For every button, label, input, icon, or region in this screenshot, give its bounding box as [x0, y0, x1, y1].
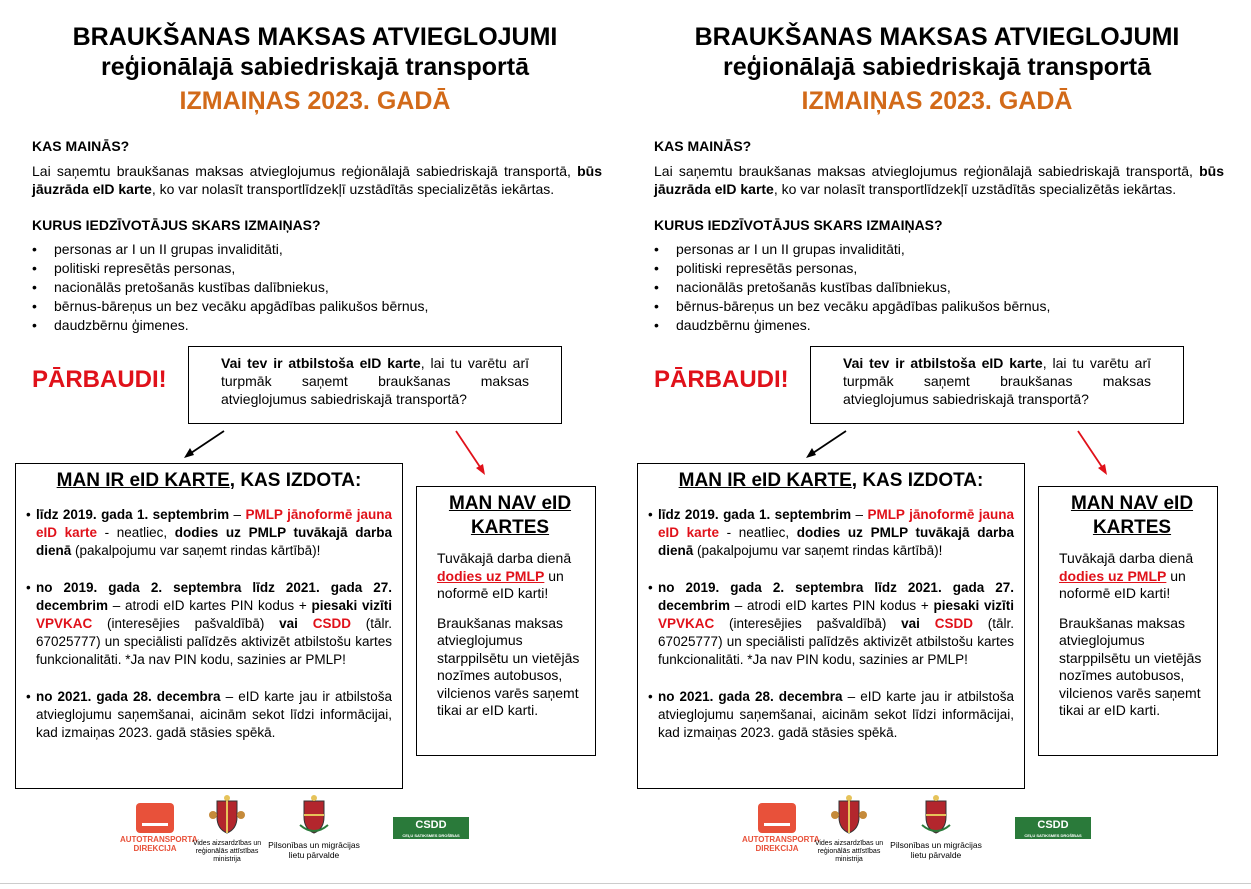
list-item: • bērnus-bāreņus un bez vecāku apgādības palikušos bērnus, — [32, 297, 428, 316]
check-label: PĀRBAUDI! — [654, 366, 789, 393]
have-eid-box — [15, 463, 403, 789]
title-line-2: reģionālajā sabiedriskajā transportā — [101, 53, 529, 81]
list-item: • līdz 2019. gada 1. septembrim – PMLP jānoformē jauna eID karte - neatliec, dodies uz PMLP tuvākajā darba dienā (pakalpojumu var saņemt rindas kārtībā)! — [648, 506, 1014, 560]
atd-logo: AUTOTRANSPORTA DIREKCIJA — [742, 803, 812, 853]
coat-of-arms-icon — [296, 795, 332, 835]
list-item: • politiski represētās personas, — [32, 259, 428, 278]
logo-row — [622, 795, 1242, 865]
list-item: • daudzbērnu ģimenes. — [654, 316, 1050, 335]
what-changes-text: Lai saņemtu braukšanas maksas atvieglojumus reģionālajā sabiedriskajā transportā, būs jāuzrāda eID karte, ko var nolasīt transportlīdzekļī uzstādītās specializētās iekārtas. — [654, 163, 1224, 197]
list-item: • nacionālās pretošanās kustības dalībniekus, — [32, 278, 428, 297]
list-item: • no 2019. gada 2. septembra līdz 2021. gada 27. decembrim – atrodi eID kartes PIN kodus + piesaki vizīti VPVKAC (interesējies pašvaldībā) vai CSDD (tālr. 67025777) un speciālisti palīdzēs aktivizēt atbilstošu kartes funkcionalitāti. *Ja nav PIN kodu, sazinies ar PMLP! — [26, 579, 392, 669]
no-eid-text: Tuvākajā darba dienā dodies uz PMLP un noformē eID karti! — [437, 550, 572, 601]
no-eid-heading: MAN NAV eID KARTES — [448, 493, 572, 538]
coat-of-arms-icon — [918, 795, 954, 835]
csdd-logo: CSDD CEĻU SATIKSMES DROŠĪBAS DIREKCIJA — [1015, 817, 1095, 839]
arrow-left-icon — [802, 428, 852, 460]
list-item: • no 2021. gada 28. decembra – eID karte jau ir atbilstoša atvieglojumu saņemšanai, aicinām sekot līdzi informācijai, kad izmaiņas 2023. gadā stāsies spēkā. — [648, 688, 1014, 742]
what-changes-text: Lai saņemtu braukšanas maksas atvieglojumus reģionālajā sabiedriskajā transportā, būs jāuzrāda eID karte, ko var nolasīt transportlīdzekļī uzstādītās specializētās iekārtas. — [32, 163, 602, 197]
have-eid-box — [637, 463, 1025, 789]
list-item: • personas ar I un II grupas invaliditāti, — [32, 240, 428, 259]
coat-of-arms-icon — [209, 795, 245, 835]
title-line-1: BRAUKŠANAS MAKSAS ATVIEGLOJUMI — [694, 23, 1180, 51]
no-eid-note: Braukšanas maksas atvieglojumus starppilsētu un vietējās nozīmes autobusos, vilcienos varēs saņemt tikai ar eID karti. — [1059, 614, 1202, 718]
csdd-logo: CSDD CEĻU SATIKSMES DROŠĪBAS DIREKCIJA — [393, 817, 473, 839]
arrow-left-icon — [180, 428, 230, 460]
list-item: • no 2019. gada 2. septembra līdz 2021. gada 27. decembrim – atrodi eID kartes PIN kodus + piesaki vizīti VPVKAC (interesējies pašvaldībā) vai CSDD (tālr. 67025777) un speciālisti palīdzēs aktivizēt atbilstošu kartes funkcionalitāti. *Ja nav PIN kodu, sazinies ar PMLP! — [648, 579, 1014, 669]
list-item: • daudzbērnu ģimenes. — [32, 316, 428, 335]
atd-logo: AUTOTRANSPORTA DIREKCIJA — [120, 803, 190, 853]
pmlp-link[interactable]: dodies uz PMLP — [1059, 567, 1167, 584]
list-item: • personas ar I un II grupas invaliditāti, — [654, 240, 1050, 259]
no-eid-note: Braukšanas maksas atvieglojumus starppilsētu un vietējās nozīmes autobusos, vilcienos varēs saņemt tikai ar eID karti. — [437, 614, 580, 718]
title-line-3: IZMAIŅAS 2023. GADĀ — [179, 87, 451, 115]
title-line-2: reģionālajā sabiedriskajā transportā — [723, 53, 1151, 81]
bus-icon — [136, 803, 174, 833]
who-heading: KURUS IEDZĪVOTĀJUS SKARS IZMAIŅAS? — [32, 217, 321, 233]
no-eid-box — [1038, 486, 1218, 756]
list-item: • līdz 2019. gada 1. septembrim – PMLP jānoformē jauna eID karte - neatliec, dodies uz PMLP tuvākajā darba dienā (pakalpojumu var saņemt rindas kārtībā)! — [26, 506, 392, 560]
logo-row — [0, 795, 620, 865]
who-heading: KURUS IEDZĪVOTĀJUS SKARS IZMAIŅAS? — [654, 217, 943, 233]
pmlp-link[interactable]: dodies uz PMLP — [437, 567, 545, 584]
no-eid-box — [416, 486, 596, 756]
what-changes-heading: KAS MAINĀS? — [32, 138, 130, 154]
bus-icon — [758, 803, 796, 833]
question-box: Vai tev ir atbilstoša eID karte, lai tu varētu arī turpmāk saņemt braukšanas maksas atvieglojumus sabiedriskajā transportā? — [810, 346, 1184, 424]
have-eid-heading: MAN IR eID KARTE, KAS IZDOTA: — [678, 470, 984, 491]
title-line-1: BRAUKŠANAS MAKSAS ATVIEGLOJUMI — [72, 23, 558, 51]
flyer-page-right — [622, 0, 1242, 889]
check-label: PĀRBAUDI! — [32, 366, 167, 393]
groups-list — [654, 240, 1050, 335]
varam-logo: Vides aizsardzības un reģionālās attīstības ministrija — [192, 795, 262, 864]
list-item: • politiski represētās personas, — [654, 259, 1050, 278]
title-line-3: IZMAIŅAS 2023. GADĀ — [801, 87, 1073, 115]
question-box: Vai tev ir atbilstoša eID karte, lai tu varētu arī turpmāk saņemt braukšanas maksas atvieglojumus sabiedriskajā transportā? — [188, 346, 562, 424]
flyer-page-left — [0, 0, 620, 889]
arrow-right-icon — [450, 428, 490, 478]
groups-list — [32, 240, 428, 335]
list-item: • nacionālās pretošanās kustības dalībniekus, — [654, 278, 1050, 297]
bottom-divider — [0, 883, 1251, 884]
have-eid-heading: MAN IR eID KARTE, KAS IZDOTA: — [56, 470, 362, 491]
arrow-right-icon — [1072, 428, 1112, 478]
pmlp-logo: Pilsonības un migrācijas lietu pārvalde — [888, 795, 984, 860]
list-item: • bērnus-bāreņus un bez vecāku apgādības palikušos bērnus, — [654, 297, 1050, 316]
no-eid-heading: MAN NAV eID KARTES — [1070, 493, 1194, 538]
list-item: • no 2021. gada 28. decembra – eID karte jau ir atbilstoša atvieglojumu saņemšanai, aicinām sekot līdzi informācijai, kad izmaiņas 2023. gadā stāsies spēkā. — [26, 688, 392, 742]
varam-logo: Vides aizsardzības un reģionālās attīstības ministrija — [814, 795, 884, 864]
pmlp-logo: Pilsonības un migrācijas lietu pārvalde — [266, 795, 362, 860]
coat-of-arms-icon — [831, 795, 867, 835]
no-eid-text: Tuvākajā darba dienā dodies uz PMLP un noformē eID karti! — [1059, 550, 1194, 601]
what-changes-heading: KAS MAINĀS? — [654, 138, 752, 154]
